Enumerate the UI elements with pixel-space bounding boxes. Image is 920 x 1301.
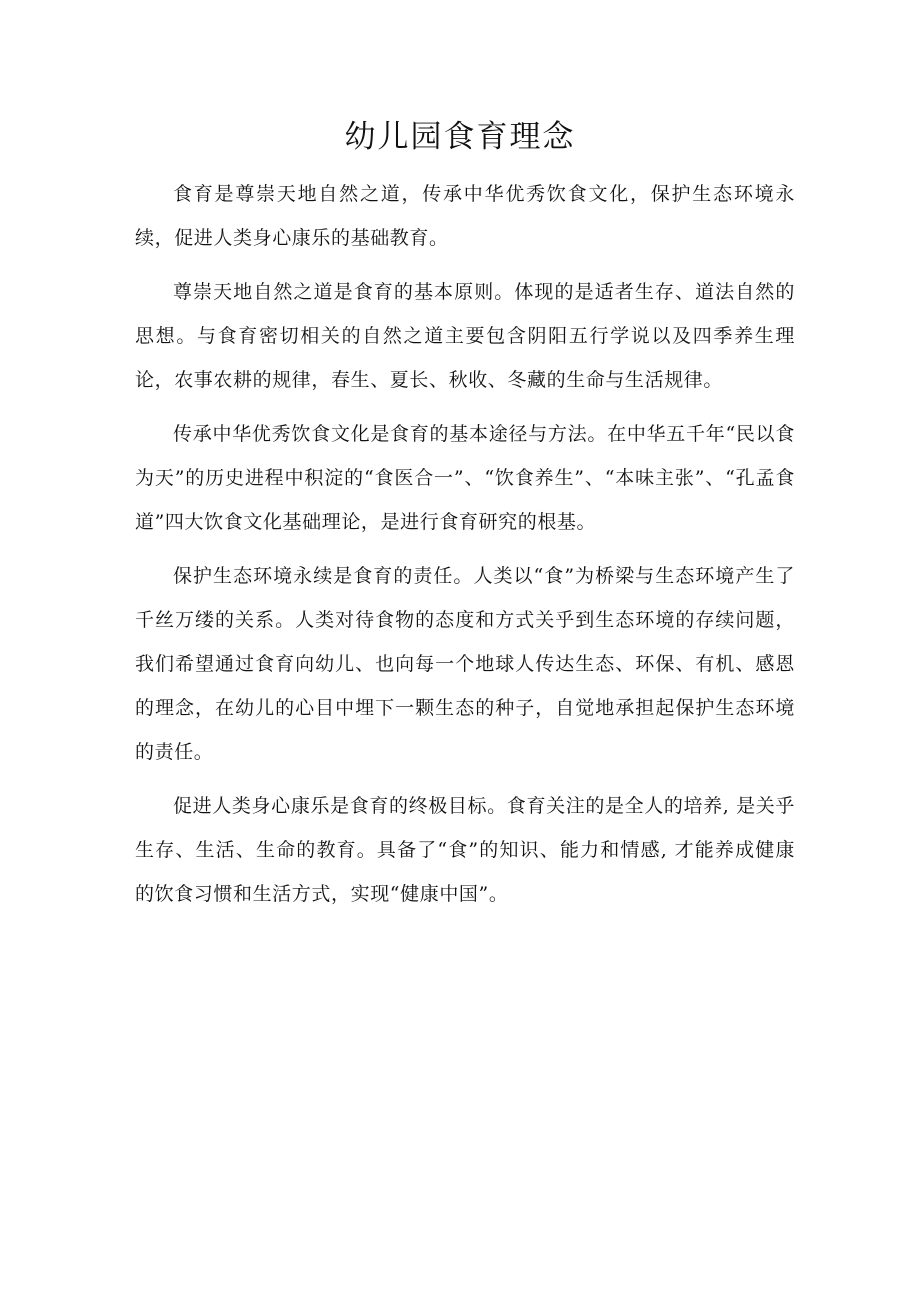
paragraph-nature-principle: 尊崇天地自然之道是食育的基本原则。体现的是适者生存、道法自然的思想。与食育密切相关的自然之道主要包含阴阳五行学说以及四季养生理论，农事农耕的规律，春生、夏长、秋收、冬藏的生命与生活规律。 (135, 281, 795, 391)
paragraph-definition: 食育是尊崇天地自然之道，传承中华优秀饮食文化，保护生态环境永续，促进人类身心康乐的基础教育。 (135, 183, 795, 249)
paragraph-food-culture: 传承中华优秀饮食文化是食育的基本途径与方法。在中华五千年“民以食为天”的历史进程中积淀的“食医合一”、“饮食养生”、“本味主张”、“孔孟食道”四大饮食文化基础理论，是进行食育研究的根基。 (135, 423, 795, 533)
paragraph-ultimate-goal: 促进人类身心康乐是食育的终极目标。食育关注的是全人的培养, 是关乎生存、生活、生命的教育。具备了“食”的知识、能力和情感, 才能养成健康的饮食习惯和生活方式，实现“健康中国”。 (135, 795, 795, 905)
document-body (135, 172, 795, 926)
document-title: 幼儿园食育理念 (344, 119, 576, 155)
paragraph-ecology-responsibility: 保护生态环境永续是食育的责任。人类以“食”为桥梁与生态环境产生了千丝万缕的关系。人类对待食物的态度和方式关乎到生态环境的存续问题，我们希望通过食育向幼儿、也向每一个地球人传达生态、环保、有机、感恩的理念，在幼儿的心目中埋下一颗生态的种子，自觉地承担起保护生态环境的责任。 (135, 565, 795, 763)
